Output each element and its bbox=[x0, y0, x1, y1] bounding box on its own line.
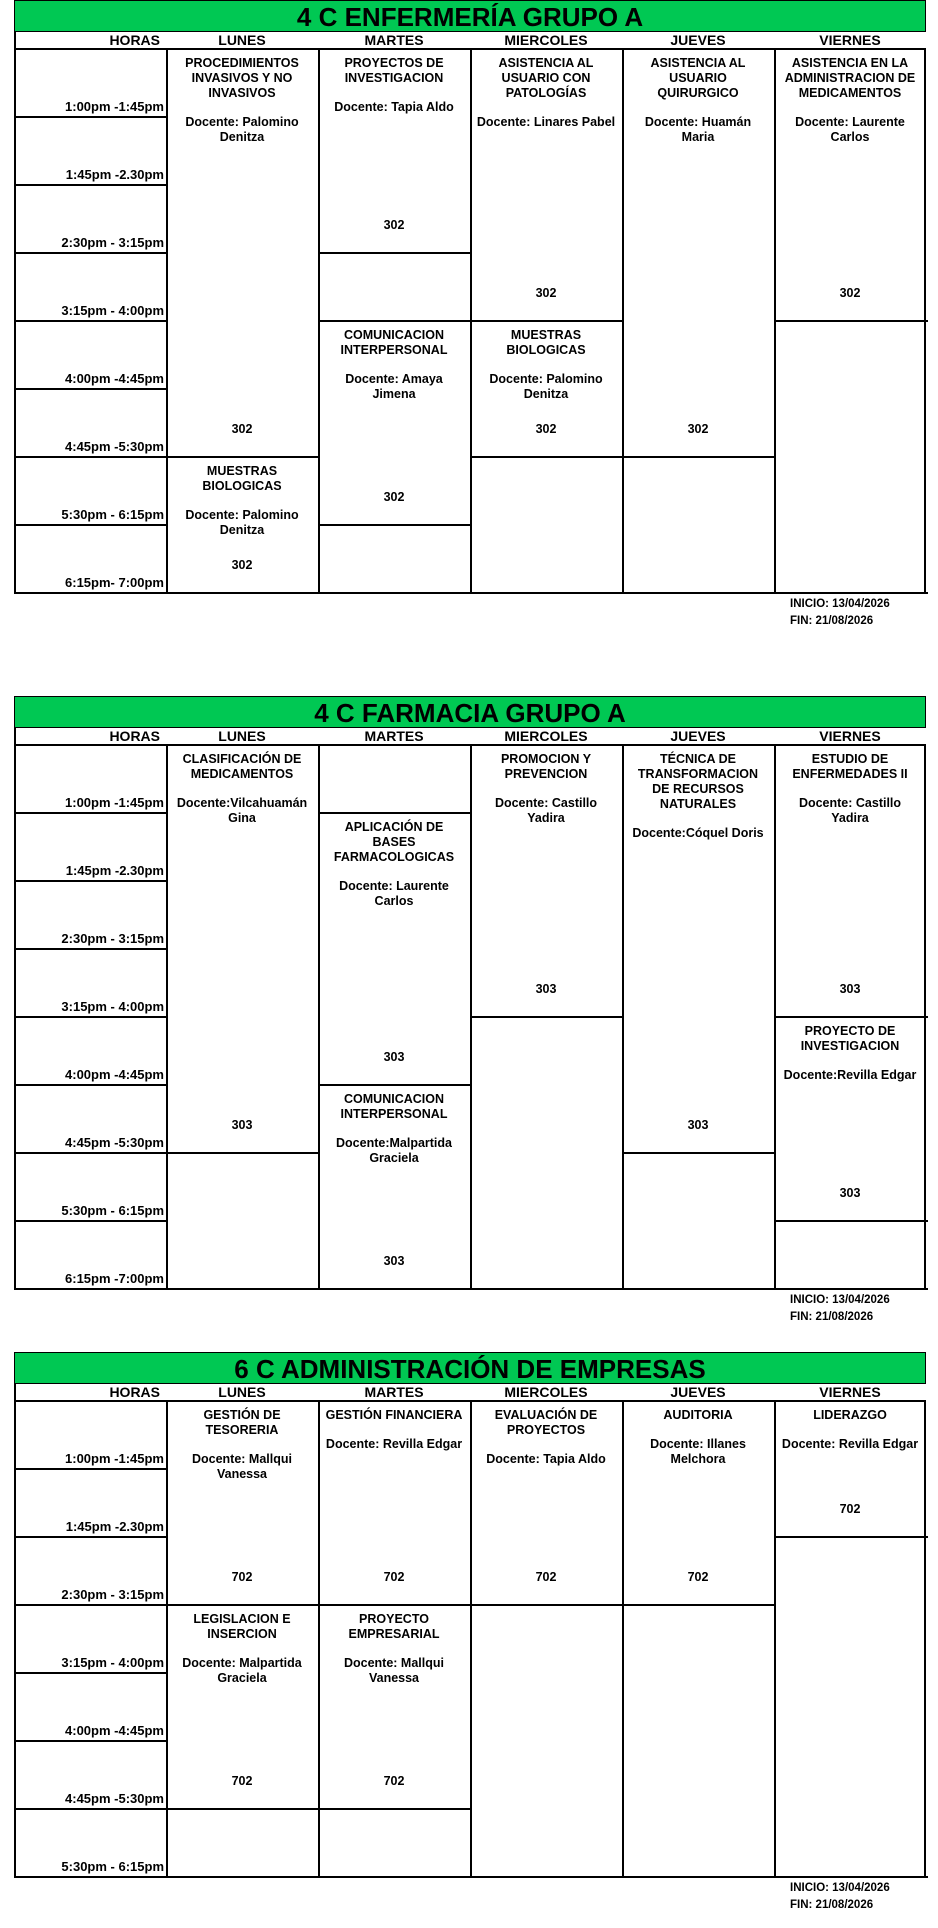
header-day: JUEVES bbox=[670, 728, 726, 744]
time-row-line bbox=[14, 116, 166, 118]
course-docente: Docente: Mallqui Vanessa bbox=[343, 1656, 444, 1685]
time-label: 2:30pm - 3:15pm bbox=[61, 1587, 164, 1602]
course-bottom-line bbox=[470, 1876, 624, 1878]
header-day: MARTES bbox=[364, 1384, 424, 1400]
time-row-line bbox=[14, 1876, 166, 1878]
course-block bbox=[776, 1538, 924, 1876]
course-block bbox=[320, 1810, 468, 1876]
course-name: EVALUACIÓN DE PROYECTOS bbox=[494, 1408, 598, 1437]
course-name: LIDERAZGO bbox=[813, 1408, 887, 1422]
time-row-line bbox=[14, 252, 166, 254]
header-day: JUEVES bbox=[670, 1384, 726, 1400]
course-name: PROYECTO EMPRESARIAL bbox=[348, 1612, 440, 1641]
course-docente: Docente: Castillo Yadira bbox=[494, 796, 598, 825]
course-bottom-line bbox=[318, 1876, 472, 1878]
time-label: 3:15pm - 4:00pm bbox=[61, 999, 164, 1014]
course-name: MUESTRAS BIOLOGICAS bbox=[506, 328, 586, 357]
schedule-grid bbox=[14, 32, 926, 594]
course-room: 302 bbox=[231, 558, 253, 572]
header-day: MIERCOLES bbox=[504, 32, 588, 48]
inicio-date: INICIO: 13/04/2026 bbox=[790, 1882, 890, 1894]
course-room: 303 bbox=[839, 1186, 861, 1200]
time-label: 3:15pm - 4:00pm bbox=[61, 1655, 164, 1670]
course-name: PROMOCION Y PREVENCION bbox=[500, 752, 592, 781]
time-label: 4:45pm -5:30pm bbox=[65, 1791, 164, 1806]
time-row-line bbox=[14, 456, 166, 458]
time-row-line bbox=[14, 1016, 166, 1018]
term-dates bbox=[790, 1292, 890, 1326]
course-bottom-line bbox=[166, 592, 320, 594]
course-block bbox=[624, 1154, 772, 1288]
time-row-line bbox=[14, 1084, 166, 1086]
header-day: MARTES bbox=[364, 32, 424, 48]
course-block bbox=[168, 50, 316, 456]
course-room: 303 bbox=[383, 1050, 405, 1064]
schedule-section bbox=[14, 696, 926, 1323]
course-bottom-line bbox=[622, 592, 776, 594]
course-room: 702 bbox=[231, 1774, 253, 1788]
schedule-section bbox=[14, 1352, 926, 1911]
header-day: VIERNES bbox=[819, 32, 881, 48]
course-block bbox=[320, 746, 468, 812]
header-day: MIERCOLES bbox=[504, 728, 588, 744]
fin-date: FIN: 21/08/2026 bbox=[790, 615, 874, 627]
course-name: ASISTENCIA EN LA ADMINISTRACION DE MEDICAMENTOS bbox=[784, 56, 916, 100]
time-row-line bbox=[14, 1536, 166, 1538]
time-label: 5:30pm - 6:15pm bbox=[61, 1203, 164, 1218]
time-row-line bbox=[14, 388, 166, 390]
course-bottom-line bbox=[774, 1876, 928, 1878]
course-docente: Docente:Cóquel Doris bbox=[632, 826, 764, 840]
column-divider bbox=[924, 1402, 926, 1878]
course-block bbox=[624, 1606, 772, 1876]
inicio-date: INICIO: 13/04/2026 bbox=[790, 1294, 890, 1306]
course-room: 302 bbox=[383, 218, 405, 232]
course-docente: Docente: Tapia Aldo bbox=[334, 100, 454, 114]
course-docente: Docente: Palomino Denitza bbox=[185, 115, 299, 144]
course-room: 303 bbox=[535, 982, 557, 996]
schedule-title: 4 C ENFERMERÍA GRUPO A bbox=[14, 0, 926, 32]
fin-date: FIN: 21/08/2026 bbox=[790, 1311, 874, 1323]
course-bottom-line bbox=[470, 592, 624, 594]
course-block bbox=[472, 1018, 620, 1288]
course-docente: Docente: Palomino Denitza bbox=[185, 508, 299, 537]
course-block bbox=[624, 50, 772, 456]
course-name: CLASIFICACIÓN DE MEDICAMENTOS bbox=[182, 752, 302, 781]
course-bottom-line bbox=[318, 592, 472, 594]
header-day: LUNES bbox=[218, 32, 266, 48]
time-row-line bbox=[14, 592, 166, 594]
time-label: 1:00pm -1:45pm bbox=[65, 795, 164, 810]
term-dates bbox=[790, 1880, 890, 1914]
course-docente: Docente: Huamán Maria bbox=[644, 115, 752, 144]
course-room: 302 bbox=[687, 422, 709, 436]
time-label: 4:00pm -4:45pm bbox=[65, 371, 164, 386]
course-room: 302 bbox=[383, 490, 405, 504]
course-block bbox=[168, 746, 316, 1152]
course-docente: Docente: Tapia Aldo bbox=[486, 1452, 606, 1466]
course-docente: Docente:Malpartida Graciela bbox=[336, 1136, 452, 1165]
time-label: 1:00pm -1:45pm bbox=[65, 99, 164, 114]
course-room: 302 bbox=[535, 422, 557, 436]
course-name: ASISTENCIA AL USUARIO QUIRURGICO bbox=[650, 56, 746, 100]
header-horas: HORAS bbox=[109, 1384, 160, 1400]
course-block bbox=[472, 50, 620, 320]
course-name: LEGISLACION E INSERCION bbox=[193, 1612, 291, 1641]
course-name: ESTUDIO DE ENFERMEDADES II bbox=[792, 752, 908, 781]
time-label: 3:15pm - 4:00pm bbox=[61, 303, 164, 318]
time-label: 4:45pm -5:30pm bbox=[65, 1135, 164, 1150]
time-row-line bbox=[14, 1220, 166, 1222]
course-room: 702 bbox=[839, 1502, 861, 1516]
time-label: 1:45pm -2.30pm bbox=[65, 1519, 164, 1534]
schedule-title: 6 C ADMINISTRACIÓN DE EMPRESAS bbox=[14, 1352, 926, 1384]
time-label: 4:45pm -5:30pm bbox=[65, 439, 164, 454]
course-docente: Docente: Revilla Edgar bbox=[781, 1437, 919, 1451]
course-docente: Docente: Linares Pabel bbox=[476, 115, 616, 129]
time-label: 1:00pm -1:45pm bbox=[65, 1451, 164, 1466]
course-block bbox=[624, 746, 772, 1152]
course-bottom-line bbox=[318, 1288, 472, 1290]
time-label: 5:30pm - 6:15pm bbox=[61, 1859, 164, 1874]
course-docente: Docente:Revilla Edgar bbox=[783, 1068, 917, 1082]
course-bottom-line bbox=[774, 1288, 928, 1290]
course-block bbox=[776, 1222, 924, 1288]
header-day: VIERNES bbox=[819, 1384, 881, 1400]
course-room: 303 bbox=[839, 982, 861, 996]
course-docente: Docente: Malpartida Graciela bbox=[182, 1656, 302, 1685]
time-row-line bbox=[14, 1672, 166, 1674]
course-bottom-line bbox=[166, 1876, 320, 1878]
course-bottom-line bbox=[622, 1876, 776, 1878]
column-divider bbox=[924, 50, 926, 594]
course-block bbox=[776, 322, 924, 592]
course-room: 303 bbox=[231, 1118, 253, 1132]
course-name: COMUNICACION INTERPERSONAL bbox=[340, 1092, 448, 1121]
course-room: 702 bbox=[383, 1774, 405, 1788]
schedule-grid bbox=[14, 728, 926, 1290]
header-horas: HORAS bbox=[109, 32, 160, 48]
time-label: 4:00pm -4:45pm bbox=[65, 1067, 164, 1082]
course-room: 303 bbox=[687, 1118, 709, 1132]
course-room: 302 bbox=[839, 286, 861, 300]
course-name: COMUNICACION INTERPERSONAL bbox=[340, 328, 448, 357]
course-block bbox=[320, 526, 468, 592]
header-horas: HORAS bbox=[109, 728, 160, 744]
course-docente: Docente:Vilcahuamán Gina bbox=[176, 796, 308, 825]
time-row-line bbox=[14, 1740, 166, 1742]
course-bottom-line bbox=[774, 592, 928, 594]
schedule-grid bbox=[14, 1384, 926, 1878]
time-row-line bbox=[14, 1808, 166, 1810]
course-docente: Docente: Mallqui Vanessa bbox=[191, 1452, 292, 1481]
time-label: 6:15pm- 7:00pm bbox=[65, 575, 164, 590]
course-bottom-line bbox=[470, 1288, 624, 1290]
fin-date: FIN: 21/08/2026 bbox=[790, 1899, 874, 1911]
course-name: TÉCNICA DE TRANSFORMACION DE RECURSOS NATURALES bbox=[637, 752, 759, 811]
left-border bbox=[14, 728, 16, 1290]
course-room: 702 bbox=[231, 1570, 253, 1584]
time-row-line bbox=[14, 320, 166, 322]
course-room: 702 bbox=[687, 1570, 709, 1584]
time-label: 1:45pm -2.30pm bbox=[65, 863, 164, 878]
course-room: 303 bbox=[383, 1254, 405, 1268]
course-docente: Docente: Revilla Edgar bbox=[325, 1437, 463, 1451]
course-docente: Docente: Laurente Carlos bbox=[339, 879, 449, 908]
course-room: 702 bbox=[383, 1570, 405, 1584]
course-name: GESTIÓN FINANCIERA bbox=[325, 1408, 463, 1422]
time-label: 1:45pm -2.30pm bbox=[65, 167, 164, 182]
course-block bbox=[776, 50, 924, 320]
term-dates bbox=[790, 596, 890, 630]
header-day: MIERCOLES bbox=[504, 1384, 588, 1400]
header-day: LUNES bbox=[218, 728, 266, 744]
course-bottom-line bbox=[166, 1288, 320, 1290]
inicio-date: INICIO: 13/04/2026 bbox=[790, 598, 890, 610]
left-border bbox=[14, 32, 16, 594]
course-docente: Docente: Amaya Jimena bbox=[345, 372, 443, 401]
course-name: PROYECTO DE INVESTIGACION bbox=[800, 1024, 900, 1053]
course-room: 702 bbox=[535, 1570, 557, 1584]
time-row-line bbox=[14, 524, 166, 526]
time-label: 2:30pm - 3:15pm bbox=[61, 931, 164, 946]
header-day: VIERNES bbox=[819, 728, 881, 744]
schedule-title: 4 C FARMACIA GRUPO A bbox=[14, 696, 926, 728]
time-row-line bbox=[14, 1468, 166, 1470]
course-room: 302 bbox=[231, 422, 253, 436]
course-docente: Docente: Castillo Yadira bbox=[798, 796, 902, 825]
left-border bbox=[14, 1384, 16, 1878]
time-row-line bbox=[14, 1288, 166, 1290]
time-label: 2:30pm - 3:15pm bbox=[61, 235, 164, 250]
course-name: PROCEDIMIENTOS INVASIVOS Y NO INVASIVOS bbox=[185, 56, 299, 100]
time-row-line bbox=[14, 948, 166, 950]
time-label: 4:00pm -4:45pm bbox=[65, 1723, 164, 1738]
course-name: PROYECTOS DE INVESTIGACION bbox=[344, 56, 444, 85]
course-name: APLICACIÓN DE BASES FARMACOLOGICAS bbox=[333, 820, 455, 864]
header-day: LUNES bbox=[218, 1384, 266, 1400]
course-block bbox=[472, 1606, 620, 1876]
time-row-line bbox=[14, 880, 166, 882]
course-block bbox=[320, 814, 468, 1084]
time-label: 5:30pm - 6:15pm bbox=[61, 507, 164, 522]
course-room: 302 bbox=[535, 286, 557, 300]
course-docente: Docente: Illanes Melchora bbox=[650, 1437, 746, 1466]
course-block bbox=[168, 1154, 316, 1288]
time-row-line bbox=[14, 184, 166, 186]
time-row-line bbox=[14, 1604, 166, 1606]
course-bottom-line bbox=[622, 1288, 776, 1290]
course-block bbox=[472, 746, 620, 1016]
time-row-line bbox=[14, 812, 166, 814]
schedule-section bbox=[14, 0, 926, 627]
course-name: ASISTENCIA AL USUARIO CON PATOLOGÍAS bbox=[498, 56, 594, 100]
time-row-line bbox=[14, 1152, 166, 1154]
course-block bbox=[168, 1810, 316, 1876]
course-name: AUDITORIA bbox=[663, 1408, 733, 1422]
course-block bbox=[472, 458, 620, 592]
column-divider bbox=[924, 746, 926, 1290]
course-block bbox=[624, 458, 772, 592]
header-day: MARTES bbox=[364, 728, 424, 744]
course-name: MUESTRAS BIOLOGICAS bbox=[202, 464, 282, 493]
time-label: 6:15pm -7:00pm bbox=[65, 1271, 164, 1286]
course-block bbox=[776, 746, 924, 1016]
course-name: GESTIÓN DE TESORERIA bbox=[203, 1408, 281, 1437]
course-docente: Docente: Laurente Carlos bbox=[795, 115, 905, 144]
course-block bbox=[320, 254, 468, 320]
header-day: JUEVES bbox=[670, 32, 726, 48]
course-docente: Docente: Palomino Denitza bbox=[489, 372, 603, 401]
